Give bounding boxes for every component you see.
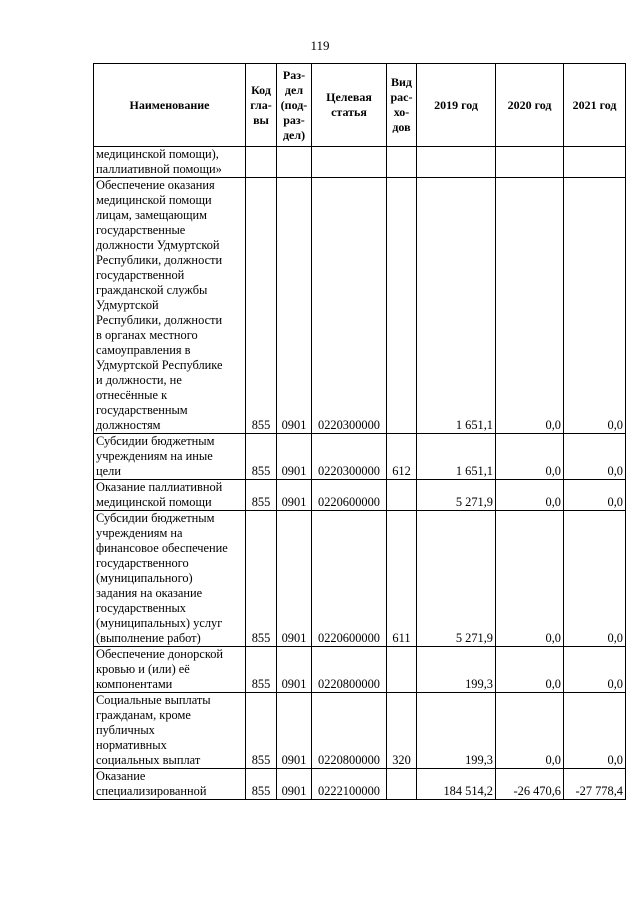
table-row	[94, 147, 626, 178]
row-y2019-cell	[417, 147, 496, 178]
row-name-line: Удмуртской Республике	[96, 358, 223, 372]
row-name-line: государственные	[96, 223, 186, 237]
row-name-line: Республики, должности	[96, 253, 223, 267]
row-name-line: (муниципального)	[96, 571, 193, 585]
table-row	[94, 647, 626, 693]
row-razdel-cell: 0901	[277, 480, 312, 511]
row-name-cell	[94, 434, 246, 480]
row-name-line: публичных	[96, 723, 155, 737]
row-razdel-cell: 0901	[277, 693, 312, 769]
header-glava: Код гла- вы	[246, 64, 277, 147]
row-name-line: должности Удмуртской	[96, 238, 220, 252]
row-name-line: учреждениям на	[96, 526, 183, 540]
row-name-line: Обеспечение оказания	[96, 178, 215, 192]
row-name-line: специализированной	[96, 784, 207, 798]
row-y2021-cell	[564, 147, 626, 178]
row-name-line: Социальные выплаты	[96, 693, 211, 707]
row-statya-cell: 0222100000	[312, 769, 387, 800]
row-y2021-cell: 0,0	[564, 693, 626, 769]
row-razdel-cell: 0901	[277, 769, 312, 800]
row-y2020-cell: 0,0	[496, 434, 564, 480]
row-name-line: Удмуртской	[96, 298, 159, 312]
row-statya-cell: 0220300000	[312, 434, 387, 480]
row-name-line: нормативных	[96, 738, 167, 752]
row-name-cell	[94, 769, 246, 800]
row-name-line: государственных	[96, 601, 187, 615]
row-y2019-cell: 199,3	[417, 647, 496, 693]
row-razdel-cell: 0901	[277, 178, 312, 434]
row-name-line: задания на оказание	[96, 586, 203, 600]
table-row	[94, 693, 626, 769]
row-y2021-cell: 0,0	[564, 480, 626, 511]
row-vid-cell: 612	[387, 434, 417, 480]
row-glava-cell: 855	[246, 434, 277, 480]
row-name-line: лицам, замещающим	[96, 208, 208, 222]
header-statya: Целевая статья	[312, 64, 387, 147]
row-name-line: Оказание	[96, 769, 146, 783]
budget-table	[93, 63, 626, 800]
row-razdel-cell: 0901	[277, 647, 312, 693]
row-name-line: медицинской помощи	[96, 495, 212, 509]
row-y2019-cell: 184 514,2	[417, 769, 496, 800]
row-name-line: компонентами	[96, 677, 173, 691]
row-statya-cell	[312, 147, 387, 178]
row-name-line: государственной	[96, 268, 185, 282]
row-y2021-cell: 0,0	[564, 511, 626, 647]
table-row	[94, 178, 626, 434]
row-y2021-cell: -27 778,4	[564, 769, 626, 800]
row-y2021-cell: 0,0	[564, 434, 626, 480]
row-name-line: Обеспечение донорской	[96, 647, 224, 661]
row-name-cell	[94, 511, 246, 647]
row-glava-cell: 855	[246, 480, 277, 511]
row-name-line: кровью и (или) её	[96, 662, 190, 676]
row-vid-cell	[387, 769, 417, 800]
row-y2020-cell	[496, 147, 564, 178]
row-statya-cell: 0220300000	[312, 178, 387, 434]
row-y2020-cell: 0,0	[496, 647, 564, 693]
table-row	[94, 434, 626, 480]
header-razdel: Раз- дел (под- раз- дел)	[277, 64, 312, 147]
row-name-line: в органах местного	[96, 328, 198, 342]
row-name-line: финансовое обеспечение	[96, 541, 228, 555]
row-y2019-cell: 1 651,1	[417, 434, 496, 480]
row-statya-cell: 0220600000	[312, 511, 387, 647]
row-glava-cell: 855	[246, 511, 277, 647]
row-y2020-cell: 0,0	[496, 178, 564, 434]
row-glava-cell: 855	[246, 693, 277, 769]
row-glava-cell	[246, 147, 277, 178]
row-name-cell	[94, 147, 246, 178]
row-statya-cell: 0220600000	[312, 480, 387, 511]
row-vid-cell: 611	[387, 511, 417, 647]
row-name-line: медицинской помощи),	[96, 147, 219, 161]
row-y2020-cell: 0,0	[496, 511, 564, 647]
page-number: 119	[310, 38, 330, 53]
row-vid-cell	[387, 480, 417, 511]
table-body	[94, 147, 626, 800]
header-2021: 2021 год	[564, 64, 626, 147]
row-name-cell	[94, 480, 246, 511]
row-statya-cell: 0220800000	[312, 693, 387, 769]
row-vid-cell: 320	[387, 693, 417, 769]
row-razdel-cell: 0901	[277, 511, 312, 647]
row-vid-cell	[387, 647, 417, 693]
row-name-line: цели	[96, 464, 121, 478]
header-row	[94, 64, 626, 147]
row-name-cell	[94, 178, 246, 434]
row-name-line: Республики, должности	[96, 313, 223, 327]
header-2019: 2019 год	[417, 64, 496, 147]
row-name-cell	[94, 693, 246, 769]
row-statya-cell: 0220800000	[312, 647, 387, 693]
row-name-line: учреждениям на иные	[96, 449, 213, 463]
row-y2019-cell: 5 271,9	[417, 511, 496, 647]
row-name-line: отнесённые к	[96, 388, 168, 402]
row-vid-cell	[387, 147, 417, 178]
row-name-line: Субсидии бюджетным	[96, 511, 215, 525]
row-name-cell	[94, 647, 246, 693]
row-name-line: паллиативной помощи»	[96, 162, 222, 176]
row-name-line: гражданам, кроме	[96, 708, 191, 722]
row-name-line: Оказание паллиативной	[96, 480, 223, 494]
row-name-line: и должности, не	[96, 373, 182, 387]
row-name-line: гражданской службы	[96, 283, 208, 297]
header-name: Наименование	[94, 64, 246, 147]
row-name-line: (муниципальных) услуг	[96, 616, 223, 630]
row-name-line: социальных выплат	[96, 753, 201, 767]
row-glava-cell: 855	[246, 178, 277, 434]
row-y2021-cell: 0,0	[564, 647, 626, 693]
row-y2020-cell: 0,0	[496, 480, 564, 511]
row-y2019-cell: 5 271,9	[417, 480, 496, 511]
row-glava-cell: 855	[246, 769, 277, 800]
row-name-line: государственным	[96, 403, 188, 417]
row-razdel-cell	[277, 147, 312, 178]
row-y2020-cell: -26 470,6	[496, 769, 564, 800]
header-2020: 2020 год	[496, 64, 564, 147]
row-name-line: должностям	[96, 418, 161, 432]
row-razdel-cell: 0901	[277, 434, 312, 480]
header-vid: Вид рас- хо- дов	[387, 64, 417, 147]
row-name-line: самоуправления в	[96, 343, 191, 357]
row-glava-cell: 855	[246, 647, 277, 693]
table-row	[94, 480, 626, 511]
row-name-line: государственного	[96, 556, 189, 570]
row-name-line: (выполнение работ)	[96, 631, 201, 645]
row-name-line: медицинской помощи	[96, 193, 212, 207]
row-y2021-cell: 0,0	[564, 178, 626, 434]
row-name-line: Субсидии бюджетным	[96, 434, 215, 448]
table-row	[94, 511, 626, 647]
row-y2019-cell: 1 651,1	[417, 178, 496, 434]
row-vid-cell	[387, 178, 417, 434]
row-y2019-cell: 199,3	[417, 693, 496, 769]
row-y2020-cell: 0,0	[496, 693, 564, 769]
table-row	[94, 769, 626, 800]
